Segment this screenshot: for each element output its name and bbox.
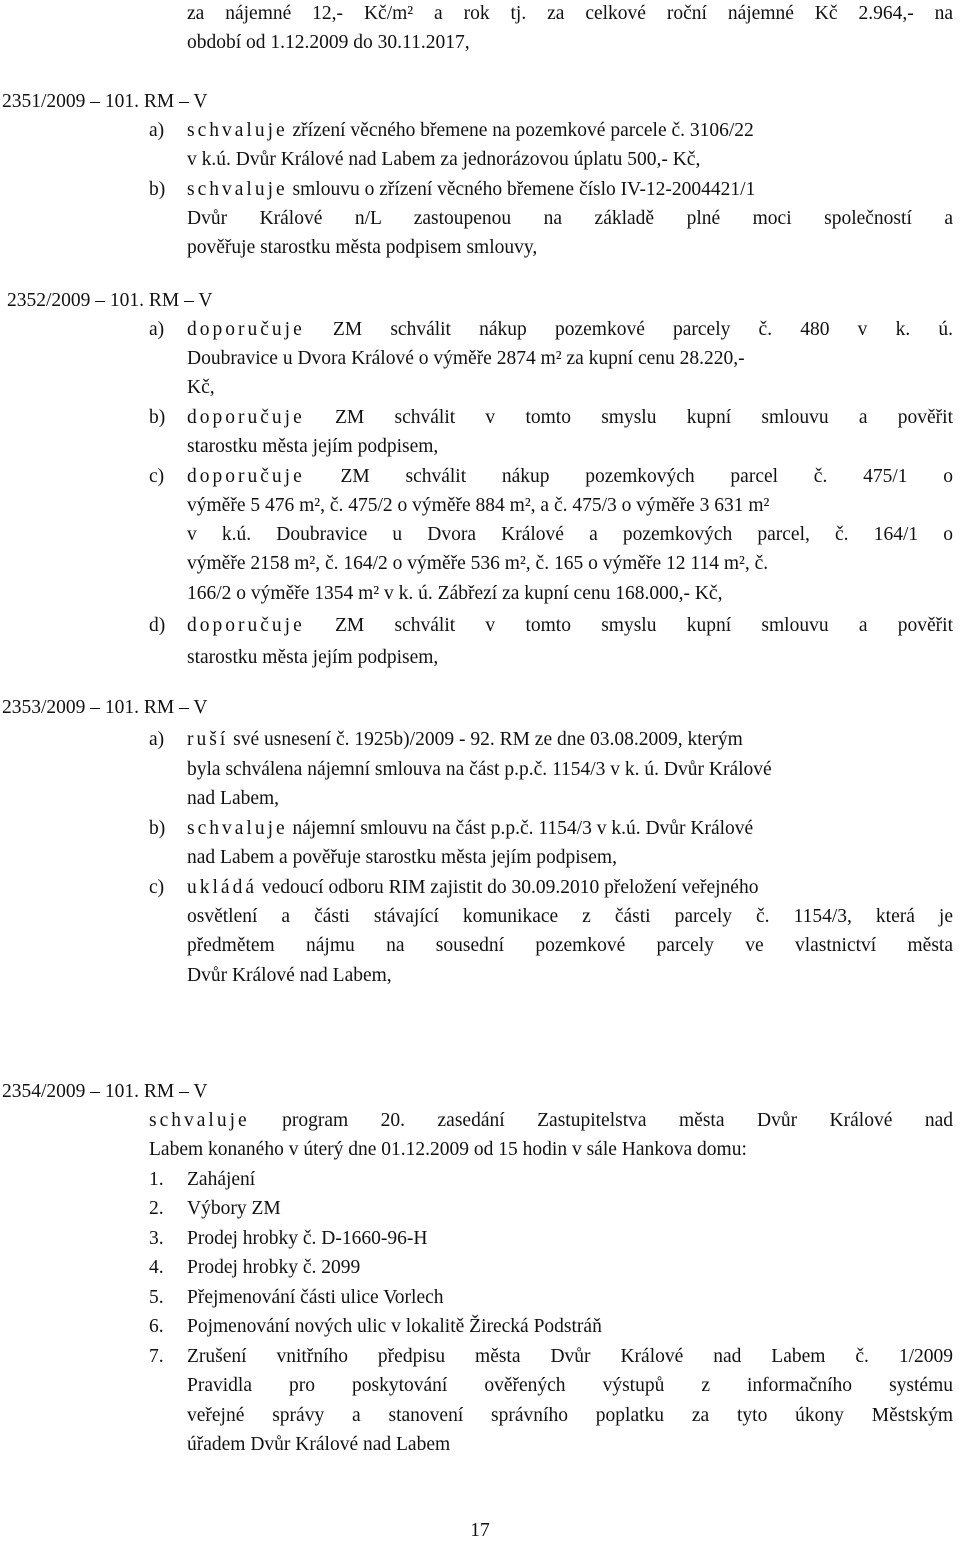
verb: doporučuje xyxy=(187,407,305,428)
text-line: v k.ú. Doubravice u Dvora Králové a pozemkových parcel, č. 164/1 o xyxy=(187,524,953,545)
item-letter: b) xyxy=(149,407,166,428)
text: ZM schválit nákup pozemkových parcel č. 475/1 o xyxy=(340,466,953,487)
text-line: nad Labem, xyxy=(187,788,280,809)
text-line: úřadem Dvůr Králové nad Labem xyxy=(187,1434,451,1455)
item-letter: a) xyxy=(149,319,165,340)
verb: doporučuje xyxy=(187,615,305,636)
agenda-item: Pojmenování nových ulic v lokalitě Žirecká Podstráň xyxy=(187,1316,602,1337)
resolution-2353-header: 2353/2009 – 101. RM – V xyxy=(2,697,208,718)
item-letter: c) xyxy=(149,466,165,487)
agenda-item: Prodej hrobky č. 2099 xyxy=(187,1257,361,1278)
item-letter: b) xyxy=(149,179,166,200)
text-line: výměře 2158 m², č. 164/2 o výměře 536 m², č. 165 o výměře 12 114 m², č. xyxy=(187,553,769,574)
text-line: předmětem nájmu na sousední pozemkové parcely ve vlastnictví města xyxy=(187,935,953,956)
agenda-item-number: 1. xyxy=(149,1169,164,1190)
item-letter: d) xyxy=(149,615,166,636)
text-line: v k.ú. Dvůr Králové nad Labem za jednorázovou úplatu 500,- Kč, xyxy=(187,149,701,170)
resolution-2352-header: 2352/2009 – 101. RM – V xyxy=(7,290,213,311)
resolution-2352-a xyxy=(187,318,953,342)
verb: ukládá xyxy=(187,877,257,898)
agenda-item-number: 5. xyxy=(149,1287,164,1308)
agenda-item-number: 6. xyxy=(149,1316,164,1337)
agenda-item-number: 4. xyxy=(149,1257,164,1278)
verb: schvaluje xyxy=(149,1110,250,1131)
agenda-item-number: 7. xyxy=(149,1346,164,1367)
agenda-item: Zahájení xyxy=(187,1169,256,1190)
text: ZM schválit v tomto smyslu kupní smlouvu a pověřit xyxy=(335,615,953,636)
text-line: Dvůr Králové nad Labem, xyxy=(187,965,392,986)
text-line: Dvůr Králové n/L zastoupenou na základě plné moci společností a xyxy=(187,208,953,229)
resolution-2354-text xyxy=(149,1109,953,1133)
intro-line-2: období od 1.12.2009 do 30.11.2017, xyxy=(187,32,470,53)
item-letter: a) xyxy=(149,120,165,141)
page-number: 17 xyxy=(470,1520,490,1541)
text: ZM schválit nákup pozemkové parcely č. 480 v k. ú. xyxy=(332,319,953,340)
agenda-item: Prodej hrobky č. D-1660-96-H xyxy=(187,1228,428,1249)
resolution-2352-b xyxy=(187,406,953,430)
text-line: nad Labem a pověřuje starostku města jejím podpisem, xyxy=(187,847,617,868)
text-line: osvětlení a části stávající komunikace z části parcely č. 1154/3, která je xyxy=(187,906,953,927)
item-letter: c) xyxy=(149,877,165,898)
resolution-2352-d xyxy=(187,614,953,638)
agenda-item: Zrušení vnitřního předpisu města Dvůr Králové nad Labem č. 1/2009 xyxy=(187,1346,953,1367)
text-line: veřejné správy a stanovení správního poplatku za tyto úkony Městským xyxy=(187,1405,953,1426)
text: zřízení věcného břemene na pozemkové parcele č. 3106/22 xyxy=(292,120,754,141)
text-line: Labem konaného v úterý dne 01.12.2009 od 15 hodin v sále Hankova domu: xyxy=(149,1139,747,1160)
text-line: Kč, xyxy=(187,377,215,398)
text-line: 166/2 o výměře 1354 m² v k. ú. Zábřezí za kupní cenu 168.000,- Kč, xyxy=(187,583,723,604)
text-line: starostku města jejím podpisem, xyxy=(187,436,439,457)
resolution-2352-c xyxy=(187,465,953,489)
text-line: Doubravice u Dvora Králové o výměře 2874 m² za kupní cenu 28.220,- xyxy=(187,348,745,369)
verb: schvaluje xyxy=(187,120,288,141)
text: své usnesení č. 1925b)/2009 - 92. RM ze dne 03.08.2009, kterým xyxy=(233,729,743,750)
resolution-2353-a xyxy=(187,728,743,752)
resolution-2351-header: 2351/2009 – 101. RM – V xyxy=(2,91,208,112)
verb: doporučuje xyxy=(187,466,305,487)
text-line: výměře 5 476 m², č. 475/2 o výměře 884 m², a č. 475/3 o výměře 3 631 m² xyxy=(187,495,770,516)
text-line: byla schválena nájemní smlouva na část p.p.č. 1154/3 v k. ú. Dvůr Králové xyxy=(187,759,772,780)
verb: schvaluje xyxy=(187,179,288,200)
agenda-item: Výbory ZM xyxy=(187,1198,281,1219)
resolution-2354-header: 2354/2009 – 101. RM – V xyxy=(2,1081,208,1102)
resolution-2351-a xyxy=(187,119,754,143)
item-letter: b) xyxy=(149,818,166,839)
intro-line-1: za nájemné 12,- Kč/m² a rok tj. za celkové roční nájemné Kč 2.964,- na xyxy=(187,3,953,24)
text: nájemní smlouvu na část p.p.č. 1154/3 v k.ú. Dvůr Králové xyxy=(292,818,754,839)
text: smlouvu o zřízení věcného břemene číslo IV-12-2004421/1 xyxy=(292,179,756,200)
text-line: starostku města jejím podpisem, xyxy=(187,647,439,668)
resolution-2351-b xyxy=(187,178,755,202)
verb: schvaluje xyxy=(187,818,288,839)
resolution-2353-b xyxy=(187,817,753,841)
agenda-item-number: 3. xyxy=(149,1228,164,1249)
verb: doporučuje xyxy=(187,319,305,340)
text-line: pověřuje starostku města podpisem smlouvy, xyxy=(187,237,538,258)
resolution-2353-c xyxy=(187,876,758,900)
text-line: Pravidla pro poskytování ověřených výstupů z informačního systému xyxy=(187,1375,953,1396)
agenda-item: Přejmenování části ulice Vorlech xyxy=(187,1287,444,1308)
text: program 20. zasedání Zastupitelstva města Dvůr Králové nad xyxy=(282,1110,953,1131)
text: ZM schválit v tomto smyslu kupní smlouvu a pověřit xyxy=(335,407,953,428)
item-letter: a) xyxy=(149,729,165,750)
text: vedoucí odboru RIM zajistit do 30.09.2010 přeložení veřejného xyxy=(261,877,759,898)
verb: ruší xyxy=(187,729,229,750)
agenda-item-number: 2. xyxy=(149,1198,164,1219)
